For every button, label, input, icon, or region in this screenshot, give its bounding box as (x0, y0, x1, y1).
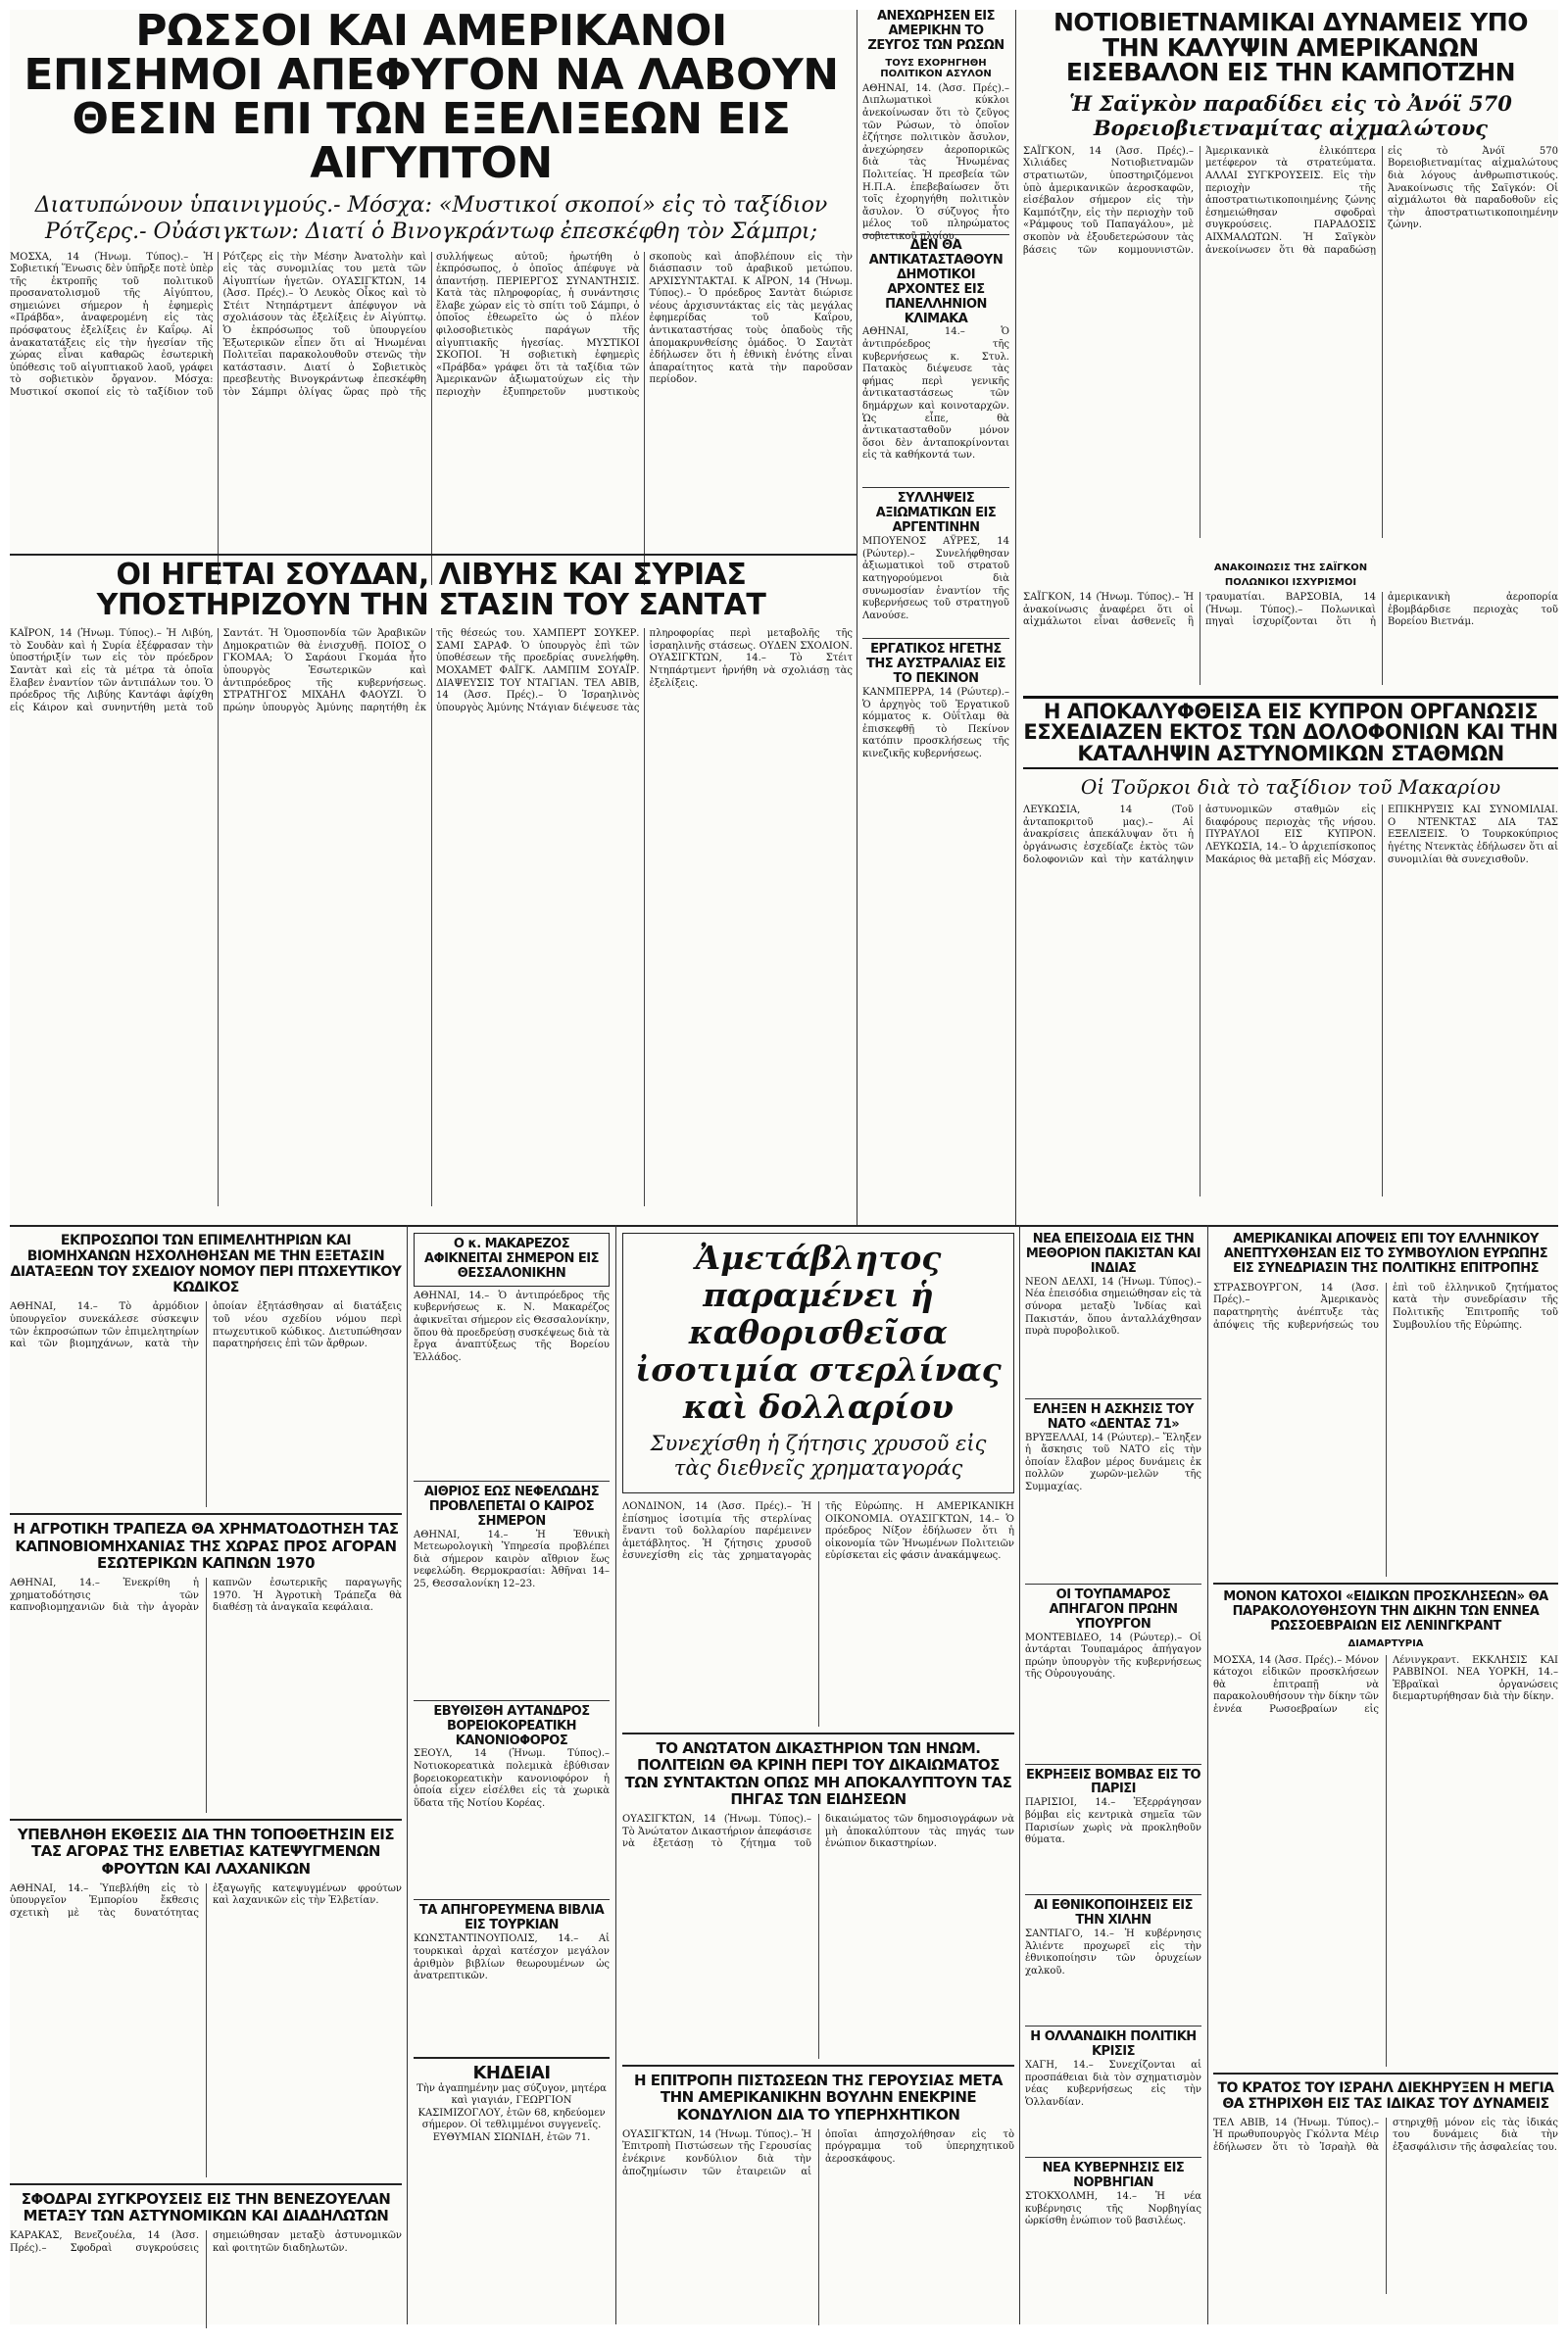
far-right-column (1213, 1233, 1558, 2324)
weather-headline: ΑΙΘΡΙΟΣ ΕΩΣ ΝΕΦΕΛΩΔΗΣ ΠΡΟΒΛΕΠΕΤΑΙ Ο ΚΑΙΡΟΣ ΣΗΜΕΡΟΝ (423, 1484, 600, 1529)
israel-body: ΤΕΛ ΑΒΙΒ, 14 (Ἡνωμ. Τύπος).– Ἡ πρωθυπουργὸς Γκόλντα Μέιρ ἐδήλωσεν ὅτι τὸ Ἰσραὴλ θὰ στηριχθῇ μόνον εἰς τὰς ἰδικάς του δυνάμεις διὰ τὴν ἐξασφάλισιν τῆς ἀσφαλείας του. (1213, 2117, 1558, 2153)
agri-bank-body: ΑΘΗΝΑΙ, 14.– Ἐνεκρίθη ἡ χρηματοδότησις τῶν καπνοβιομηχανιῶν διὰ τὴν ἀγορὰν καπνῶν ἐσωτερικῆς παραγωγῆς 1970. Ἡ Ἀγροτικὴ Τράπεζα θὰ διαθέσῃ τὰ ἀναγκαῖα κεφάλαια. (10, 1578, 402, 1614)
lead-headline: ΡΩΣΣΟΙ ΚΑΙ ΑΜΕΡΙΚΑΝΟΙ ΕΠΙΣΗΜΟΙ ΑΠΕΦΥΓΟΝ ΝΑ ΛΑΒΟΥΝ ΘΕΣΙΝ ΕΠΙ ΤΩΝ ΕΞΕΛΙΞΕΩΝ ΕΙΣ ΑΙΓΥΠΤΟΝ (24, 6, 839, 188)
saigon-notice (1023, 559, 1558, 691)
senate-headline: Η ΕΠΙΤΡΟΠΗ ΠΙΣΤΩΣΕΩΝ ΤΗΣ ΓΕΡΟΥΣΙΑΣ ΜΕΤΑ ΤΗΝ ΑΜΕΡΙΚΑΝΙΚΗΝ ΒΟΥΛΗΝ ΕΝΕΚΡΙΝΕ ΚΟΝΔΥΛΙΟΝ ΔΙΑ ΤΟ ΥΠΕΡΗΧΗΤΙΚΟΝ (634, 2072, 1003, 2124)
makarezos-box (414, 1233, 610, 1287)
uruguay-body: ΜΟΝΤΕΒΙΔΕΟ, 14 (Ρώυτερ).– Οἱ ἀντάρται Τουπαμάρος ἀπήγαγον πρώην ὑπουργὸν τῆς κυβερνήσεως τῆς Οὐρουγουάης. (1025, 1632, 1201, 1681)
argentina-headline: ΣΥΛΛΗΨΕΙΣ ΑΞΙΩΜΑΤΙΚΩΝ ΕΙΣ ΑΡΓΕΝΤΙΝΗΝ (875, 491, 997, 536)
cyprus-headline-box (1023, 696, 1558, 769)
agri-bank-headline: Η ΑΓΡΟΤΙΚΗ ΤΡΑΠΕΖΑ ΘΑ ΧΡΗΜΑΤΟΔΟΤΗΣΗ ΤΑΣ ΚΑΠΝΟΒΙΟΜΗΧΑΝΙΑΣ ΤΗΣ ΧΩΡΑΣ ΠΡΟΣ ΑΓΟΡΑΝ ΕΣΩΤΕΡΙΚΩΝ ΚΑΠΝΩΝ 1970 (13, 1520, 399, 1572)
cyprus-story (1023, 696, 1558, 1225)
tobacco-headline: ΕΚΠΡΟΣΩΠΟΙ ΤΩΝ ΕΠΙΜΕΛΗΤΗΡΙΩΝ ΚΑΙ ΒΙΟΜΗΧΑΝΩΝ ΗΣΧΟΛΗΘΗΣΑΝ ΜΕ ΤΗΝ ΕΞΕΤΑΣΙΝ ΔΙΑΤΑΞΕΩΝ ΤΟΥ ΣΧΕΔΙΟΥ ΝΟΜΟΥ ΠΕΡΙ ΠΤΩΧΕΥΤΙΚΟΥ ΚΩΔΙΚΟΣ (10, 1233, 402, 1296)
venezuela-headline: ΣΦΟΔΡΑΙ ΣΥΓΚΡΟΥΣΕΙΣ ΕΙΣ ΤΗΝ ΒΕΝΕΖΟΥΕΛΑΝ ΜΕΤΑΞΥ ΤΩΝ ΑΣΤΥΝΟΜΙΚΩΝ ΚΑΙ ΔΙΑΔΗΛΩΤΩΝ (21, 2189, 391, 2225)
russian-couple-headline: ΑΝΕΧΩΡΗΣΕΝ ΕΙΣ ΑΜΕΡΙΚΗΝ ΤΟ ΖΕΥΓΟΣ ΤΩΝ ΡΩΣΩΝ (867, 9, 1004, 53)
gunboat-body: ΣΕΟΥΛ, 14 (Ἡνωμ. Τύπος).– Νοτιοκορεατικὰ πολεμικὰ ἐβύθισαν βορειοκορεατικὴν κανονιοφόρον ἡ ὁποία εἶχεν εἰσέλθει εἰς τὰ χωρικὰ ὕδατα τῆς Νοτίου Κορέας. (414, 1748, 610, 1809)
municipal-headline: ΔΕΝ ΘΑ ΑΝΤΙΚΑΤΑΣΤΑΘΟΥΝ ΔΗΜΟΤΙΚΟΙ ΑΡΧΟΝΤΕΣ ΕΙΣ ΠΑΝΕΛΛΗΝΙΟΝ ΚΛΙΜΑΚΑ (868, 237, 1004, 326)
chile-headline: ΑΙ ΕΘΝΙΚΟΠΟΙΗΣΕΙΣ ΕΙΣ ΤΗΝ ΧΙΛΗΝ (1034, 1898, 1193, 1929)
argentina-body: ΜΠΟΥΕΝΟΣ ΑΫΡΕΣ, 14 (Ρώυτερ).– Συνελήφθησαν ἀξιωματικοὶ τοῦ στρατοῦ κατηγορούμενοι διὰ συνωμοσίαν ἐναντίον τῆς κυβερνήσεως τοῦ στρατηγοῦ Λανούσε. (862, 536, 1009, 621)
turkey-books-body: ΚΩΝΣΤΑΝΤΙΝΟΥΠΟΛΙΣ, 14.– Αἱ τουρκικαὶ ἀρχαὶ κατέσχον μεγάλον ἀριθμὸν βιβλίων θεωρουμένων ὡς ἀνατρεπτικῶν. (414, 1933, 610, 1982)
arab-body: ΚΑΪΡΟΝ, 14 (Ἡνωμ. Τύπος).– Ἡ Λιβύη, τὸ Σουδὰν καὶ ἡ Συρία ἐξέφρασαν τὴν ὑποστήριξίν των εἰς τὸν πρόεδρον Σαντὰτ καὶ εἰς τὰ μέτρα τὰ ὁποῖα ἔλαβεν ἐναντίον τῶν ἀντιπάλων του. Ὁ πρόεδρος τῆς Λιβύης Καντάφι ἀφίχθη εἰς Κάιρον καὶ συνηντήθη μετὰ τοῦ Σαντάτ. Ἡ Ὁμοσπονδία τῶν Ἀραβικῶν Δημοκρατιῶν θὰ ἐνισχυθῇ. ΠΟΙΟΣ Ο ΓΚΟΜΑΑ; Ὁ Σαράουι Γκομάα ἦτο ὑπουργὸς Ἐσωτερικῶν καὶ ἀντιπρόεδρος τῆς κυβερνήσεως. ΣΤΡΑΤΗΓΟΣ ΜΙΧΑΗΛ ΦΑΟΥΖΙ. Ὁ πρώην ὑπουργὸς Ἀμύνης παρητήθη ἐκ τῆς θέσεώς του. ΧΑΜΠΕΡΤ ΣΟΥΚΕΡ. ΣΑΜΙ ΣΑΡΑΦ. Ὁ ὑπουργὸς ἐπὶ τῶν ὑποθέσεων τῆς προεδρίας συνελήφθη. ΜΟΧΑΜΕΤ ΦΑΪΓΚ. ΛΑΜΠΙΜ ΣΟΥΑΪΡ. ΔΙΑΨΕΥΣΙΣ ΤΟΥ ΝΤΑΓΙΑΝ. ΤΕΛ ΑΒΙΒ, 14 (Ἀσσ. Πρές).– Ὁ Ἰσραηλινὸς ὑπουργὸς Ἀμύνης Ντάγιαν διέψευσε τὰς πληροφορίας περὶ μεταβολῆς τῆς ἰσραηλινῆς στάσεως. ΟΥΔΕΝ ΣΧΟΛΙΟΝ. ΟΥΑΣΙΓΚΤΩΝ, 14.– Τὸ Στέιτ Ντηπάρτμεντ ἠρνήθη νὰ σχολιάσῃ τὰς ἐξελίξεις. (10, 628, 853, 713)
bombs-headline: ΕΚΡΗΞΕΙΣ ΒΟΜΒΑΣ ΕΙΣ ΤΟ ΠΑΡΙΣΙ (1025, 1767, 1200, 1797)
makarezos-headline: Ο κ. ΜΑΚΑΡΕΖΟΣ ΑΦΙΚΝΕΙΤΑΙ ΣΗΜΕΡΟΝ ΕΙΣ ΘΕΣΣΑΛΟΝΙΚΗΝ (423, 1237, 600, 1281)
swiss-headline: ΥΠΕΒΛΗΘΗ ΕΚΘΕΣΙΣ ΔΙΑ ΤΗΝ ΤΟΠΟΘΕΤΗΣΙΝ ΕΙΣ ΤΑΣ ΑΓΟΡΑΣ ΤΗΣ ΕΛΒΕΤΙΑΣ ΚΑΤΕΨΥΓΜΕΝΩΝ ΦΡΟΥΤΩΝ ΚΑΙ ΛΑΧΑΝΙΚΩΝ (17, 1826, 395, 1878)
vietnam-subhead: Ἡ Σαϊγκὸν παραδίδει εἰς τὸ Ἀνόϊ 570 Βορειοβιετναμίτας αἰχμαλώτους (1069, 90, 1512, 140)
court-body: ΟΥΑΣΙΓΚΤΩΝ, 14 (Ἡνωμ. Τύπος).– Τὸ Ἀνώτατον Δικαστήριον ἀπεφάσισε νὰ ἐξετάσῃ τὸ ζήτημα τοῦ δικαιώματος τῶν δημοσιογράφων νὰ μὴ ἀποκαλύπτουν τὰς πηγάς των ἐνώπιον δικαστηρίων. (622, 1814, 1014, 1850)
russian-couple-body: ΑΘΗΝΑΙ, 14. (Ἀσσ. Πρές).– Διπλωματικοὶ κύκλοι ἀνεκοίνωσαν ὅτι τὸ ζεῦγος τῶν Ρώσων, τὸ ὁποῖον ἐζήτησε πολιτικὸν ἄσυλον, ἀνεχώρησεν ἀεροπορικῶς διὰ τὰς Ἡνωμένας Πολιτείας. Ἡ πρεσβεία τῶν Η.Π.Α. ἐπεβεβαίωσεν ὅτι τοῖς ἐχορηγήθη πολιτικὸν ἄσυλον. Ὁ σύζυγος ἦτο μέλος τοῦ πληρώματος σοβιετικοῦ πλοίου. (862, 82, 1009, 242)
newspaper-page (10, 6, 1558, 2324)
arab-leaders-story (10, 558, 853, 1222)
beijing-body: ΚΑΝΜΠΕΡΡΑ, 14 (Ρώυτερ).– Ὁ ἀρχηγὸς τοῦ Ἐργατικοῦ κόμματος κ. Οὐΐτλαμ θὰ ἐπισκεφθῇ τὸ Πεκίνον κατόπιν προσκλήσεως τῆς κινεζικῆς κυβερνήσεως. (862, 687, 1009, 760)
dutch-body: ΧΑΓΗ, 14.– Συνεχίζονται αἱ προσπάθειαι διὰ τὸν σχηματισμὸν νέας κυβερνήσεως εἰς τὴν Ὁλλανδίαν. (1025, 2060, 1201, 2108)
saigon-notice-label: ΑΝΑΚΟΙΝΩΣΙΣ ΤΗΣ ΣΑΪΓΚΟΝ (1213, 562, 1368, 573)
russian-couple-story (862, 9, 1009, 760)
weather-body: ΑΘΗΝΑΙ, 14.– Ἡ Ἐθνικὴ Μετεωρολογικὴ Ὑπηρεσία προβλέπει διὰ σήμερον καιρὸν αἴθριον ἕως νεφελώδη. Θερμοκρασίαι: Ἀθῆναι 14–25, Θεσσαλονίκη 12–23. (414, 1529, 610, 1589)
court-headline: ΤΟ ΑΝΩΤΑΤΟΝ ΔΙΚΑΣΤΗΡΙΟΝ ΤΩΝ ΗΝΩΜ. ΠΟΛΙΤΕΙΩΝ ΘΑ ΚΡΙΝΗ ΠΕΡΙ ΤΟΥ ΔΙΚΑΙΩΜΑΤΟΣ ΤΩΝ ΣΥΝΤΑΚΤΩΝ ΟΠΩΣ ΜΗ ΑΠΟΚΑΛΥΠΤΟΥΝ ΤΑΣ ΠΗΓΑΣ ΤΩΝ ΕΙΔΗΣΕΩΝ (624, 1739, 1012, 1808)
russian-couple-subhead: ΤΟΥΣ ΕΧΟΡΗΓΗΘΗ ΠΟΛΙΤΙΚΟΝ ΑΣΥΛΟΝ (880, 57, 992, 79)
europe-council-headline: ΑΜΕΡΙΚΑΝΙΚΑΙ ΑΠΟΨΕΙΣ ΕΠΙ ΤΟΥ ΕΛΛΗΝΙΚΟΥ ΑΝΕΠΤΥΧΘΗΣΑΝ ΕΙΣ ΤΟ ΣΥΜΒΟΥΛΙΟΝ ΕΥΡΩΠΗΣ ΕΙΣ ΣΥΝΕΔΡΙΑΣΙΝ ΤΗΣ ΠΟΛΙΤΙΚΗΣ ΕΠΙΤΡΟΠΗΣ (1223, 1232, 1548, 1276)
bombs-body: ΠΑΡΙΣΙΟΙ, 14.– Ἐξερράγησαν βόμβαι εἰς κεντρικὰ σημεῖα τῶν Παρισίων χωρὶς νὰ προκληθοῦν θύματα. (1025, 1797, 1201, 1846)
beijing-headline: ΕΡΓΑΤΙΚΟΣ ΗΓΕΤΗΣ ΤΗΣ ΑΥΣΤΡΑΛΙΑΣ ΕΙΣ ΤΟ ΠΕΚΙΝΟΝ (866, 642, 1005, 687)
europe-council-body: ΣΤΡΑΣΒΟΥΡΓΟΝ, 14 (Ἀσσ. Πρές).– Ἀμερικανὸς παρατηρητὴς ἀνέπτυξε τὰς ἀπόψεις τῆς κυβερνήσεώς του ἐπὶ τοῦ ἑλληνικοῦ ζητήματος κατὰ τὴν συνεδρίασιν τῆς Πολιτικῆς Ἐπιτροπῆς τοῦ Συμβουλίου τῆς Εὐρώπης. (1213, 1282, 1558, 1331)
protest-label: ΔΙΑΜΑΡΤΥΡΙΑ (1348, 1637, 1424, 1649)
vietnam-story (1023, 10, 1558, 554)
left-lower-column (10, 1233, 402, 2324)
norway-headline: ΝΕΑ ΚΥΒΕΡΝΗΣΙΣ ΕΙΣ ΝΟΡΒΗΓΙΑΝ (1042, 2161, 1185, 2191)
lead-subhead: Διατυπώνουν ὑπαινιγμούς.- Μόσχα: «Μυστικοί σκοποί» εἰς τὸ ταξίδιον Ρότζερς.- Οὐάσιγκτων: Διατί ὁ Βινογκράντωφ ἐπεσκέφθη τὸν Σάμπρι; (34, 192, 828, 244)
vietnam-headline: ΝΟΤΙΟΒΙΕΤΝΑΜΙΚΑΙ ΔΥΝΑΜΕΙΣ ΥΠΟ ΤΗΝ ΚΑΛΥΨΙΝ ΑΜΕΡΙΚΑΝΩΝ ΕΙΣΕΒΑΛΟΝ ΕΙΣ ΤΗΝ ΚΑΜΠΟΤΖΗΝ (1054, 8, 1528, 86)
nato-body: ΒΡΥΞΕΛΛΑΙ, 14 (Ρώυτερ).– Ἔληξεν ἡ ἄσκησις τοῦ ΝΑΤΟ εἰς τὴν ὁποίαν ἔλαβον μέρος δυνάμεις ἐκ πολλῶν χωρῶν-μελῶν τῆς Συμμαχίας. (1025, 1432, 1201, 1493)
municipal-body: ΑΘΗΝΑΙ, 14.– Ὁ ἀντιπρόεδρος τῆς κυβερνήσεως κ. Στυλ. Πατακὸς διέψευσε τὰς φήμας περὶ γενικῆς ἀντικαταστάσεως τῶν δημάρχων καὶ κοινοταρχῶν. Ὡς εἶπε, θὰ ἀντικατασταθοῦν μόνον ὅσοι δὲν ἀνταποκρίνονται εἰς τὰ καθήκοντά των. (862, 326, 1009, 462)
chile-body: ΣΑΝΤΙΑΓΟ, 14.– Ἡ κυβέρνησις Ἀλιέντε προχωρεῖ εἰς τὴν ἐθνικοποίησιν τῶν ὀρυχείων χαλκοῦ. (1025, 1929, 1201, 1978)
norway-body: ΣΤΟΚΧΟΛΜΗ, 14.– Ἡ νέα κυβέρνησις τῆς Νορβηγίας ὡρκίσθη ἐνώπιον τοῦ βασιλέως. (1025, 2191, 1201, 2227)
lead-body: ΜΟΣΧΑ, 14 (Ἡνωμ. Τύπος).– Ἡ Σοβιετική Ἕνωσις δὲν ὑπῆρξε ποτὲ ὑπὲρ τῆς ἐκτροπῆς τοῦ πολιτικοῦ προσανατολισμοῦ τῆς Αἰγύπτου, σημειώνει σήμερον ἡ ἐφημερὶς «Πράβδα», ἀναφερομένη εἰς τὰς πρόσφατους ἐξελίξεις ἐν Καΐρῳ. Αἱ ἀνακατατάξεις εἰς τὴν ἡγεσίαν τῆς χώρας εἶναι καθαρῶς ἐσωτερικὴ ὑπόθεσις τοῦ αἰγυπτιακοῦ λαοῦ, γράφει τὸ σοβιετικὸν ὄργανον. Μόσχα: Μυστικοί σκοποί εἰς τὸ ταξίδιον τοῦ Ρότζερς εἰς τὴν Μέσην Ἀνατολὴν καὶ εἰς τὰς συνομιλίας του μετὰ τῶν Αἰγυπτίων ἡγετῶν. ΟΥΑΣΙΓΚΤΩΝ, 14 (Ἀσσ. Πρές).– Ὁ Λευκὸς Οἶκος καὶ τὸ Στέιτ Ντηπάρτμεντ ἀπέφυγον νὰ σχολιάσουν τὰς ἐξελίξεις ἐν Αἰγύπτῳ. Ὁ ἐκπρόσωπος τοῦ ὑπουργείου Ἐξωτερικῶν εἶπεν ὅτι αἱ Ἡνωμέναι Πολιτεῖαι παρακολουθοῦν στενῶς τὴν κατάστασιν. Διατί ὁ Σοβιετικὸς πρεσβευτὴς Βινογκράντωφ ἐπεσκέφθη τὸν Σάμπρι ὀλίγας ὥρας πρὸ τῆς συλλήψεως αὐτοῦ; ἠρωτήθη ὁ ἐκπρόσωπος, ὁ ὁποῖος ἀπέφυγε νὰ ἀπαντήσῃ. ΠΕΡΙΕΡΓΟΣ ΣΥΝΑΝΤΗΣΙΣ. Κατὰ τὰς πληροφορίας, ἡ συνάντησις ἔλαβε χώραν εἰς τὸ σπίτι τοῦ Σάμπρι, ὁ ὁποῖος ἐθεωρεῖτο ὡς ὁ πλέον φιλοσοβιετικὸς παράγων τῆς αἰγυπτιακῆς ἡγεσίας. ΜΥΣΤΙΚΟΙ ΣΚΟΠΟΙ. Ἡ σοβιετικὴ ἐφημερὶς «Πράβδα» γράφει ὅτι τὰ ταξίδια τῶν Ἀμερικανῶν ἀξιωματούχων εἰς τὴν περιοχὴν ἐξυπηρετοῦν μυστικοὺς σκοποὺς καὶ ἀποβλέπουν εἰς τὴν διάσπασιν τοῦ ἀραβικοῦ μετώπου. ΑΡΧΙΣΥΝΤΑΚΤΑΙ. Κ ΑΪΡΟΝ, 14 (Ἡνωμ. Τύπος).– Ὁ πρόεδρος Σαντὰτ διώρισε νέους ἀρχισυντάκτας εἰς τὰς μεγάλας ἐφημερίδας τοῦ Καΐρου, ἀντικαταστήσας τοὺς ὀπαδοὺς τῆς ἀπομακρυνθείσης ὁμάδος. Ὁ Σαντὰτ ἐδήλωσεν ὅτι ἡ ἐθνικὴ ἑνότης εἶναι ἀπαραίτητος κατὰ τὴν παροῦσαν περίοδον. (10, 251, 853, 399)
sterling-headline: Ἀμετάβλητος παραμένει ἡ καθορισθεῖσα ἰσοτιμία στερλίνας καὶ δολλαρίου (635, 1239, 1002, 1426)
lead-story (10, 6, 853, 554)
cyprus-subhead: Οἱ Τοῦρκοι διὰ τὸ ταξίδιον τοῦ Μακαρίου (1080, 775, 1501, 800)
makarezos-body: ΑΘΗΝΑΙ, 14.– Ὁ ἀντιπρόεδρος τῆς κυβερνήσεως κ. Ν. Μακαρέζος ἀφικνεῖται σήμερον εἰς Θεσσαλονίκην, ὅπου θὰ προεδρεύσῃ συσκέψεως διὰ τὰ ἔργα ἀναπτύξεως τῆς Βορείου Ἑλλάδος. (414, 1290, 610, 1363)
sterling-subhead: Συνεχίσθη ἡ ζήτησις χρυσοῦ εἰς τὰς διεθνεῖς χρηματαγοράς (650, 1431, 987, 1480)
funeral-headline: ΚΗΔΕΙΑΙ (472, 2063, 551, 2084)
vietnam-body: ΣΑΪΓΚΟΝ, 14 (Ἀσσ. Πρές).– Χιλιάδες Νοτιοβιετναμῶν στρατιωτῶν, ὑποστηριζόμενοι ὑπὸ ἀμερικανικῶν ἀεροσκαφῶν, εἰσέβαλον σήμερον εἰς τὴν Καμπότζην, εἰς τὴν περιοχὴν τοῦ «Ράμφους τοῦ Παπαγάλου», μὲ σκοπὸν νὰ ἐξουδετερώσουν τὰς βάσεις τῶν κομμουνιστῶν. Ἀμερικανικὰ ἐλικόπτερα μετέφερον τὰ στρατεύματα. ΑΛΛΑΙ ΣΥΓΚΡΟΥΣΕΙΣ. Εἰς τὴν περιοχὴν τῆς ἀποστρατιωτικοποιημένης ζώνης ἐσημειώθησαν σφοδραὶ συγκρούσεις. ΠΑΡΑΔΟΣΙΣ ΑΙΧΜΑΛΩΤΩΝ. Ἡ Σαϊγκὸν ἀνεκοίνωσεν ὅτι θὰ παραδώσῃ εἰς τὸ Ἀνόϊ 570 Βορειοβιετναμίτας αἰχμαλώτους διὰ λόγους ἀνθρωπιστικούς. Ἀνακοίνωσις τῆς Σαϊγκόν: Οἱ αἰχμάλωτοι θὰ παραδοθοῦν εἰς τὴν ἀποστρατιωτικοποιημένην ζώνην. (1023, 145, 1558, 256)
middle-left-column (414, 1233, 610, 2324)
sterling-body: ΛΟΝΔΙΝΟΝ, 14 (Ἀσσ. Πρές).– Ἡ ἐπίσημος ἰσοτιμία τῆς στερλίνας ἔναντι τοῦ δολλαρίου παρέμεινεν ἀμετάβλητος. Ἡ ζήτησις χρυσοῦ ἐσυνεχίσθη εἰς τὰς χρηματαγορὰς τῆς Εὐρώπης. Η ΑΜΕΡΙΚΑΝΙΚΗ ΟΙΚΟΝΟΜΙΑ. ΟΥΑΣΙΓΚΤΩΝ, 14.– Ὁ πρόεδρος Νίξον ἐδήλωσεν ὅτι ἡ οἰκονομία τῶν Ἡνωμένων Πολιτειῶν εὑρίσκεται εἰς φάσιν ἀνακάμψεως. (622, 1501, 1014, 1562)
funeral-body: Τὴν ἀγαπημένην μας σύζυγον, μητέρα καὶ γιαγιάν, ΓΕΩΡΓΙΟΝ ΚΑΣΙΜΙΖΟΓΛΟΥ, ἐτῶν 68, κηδεύομεν σήμερον. Οἱ τεθλιμμένοι συγγενεῖς. ΕΥΘΥΜΙΑΝ ΣΙΩΝΙΔΗ, ἐτῶν 71. (416, 2082, 607, 2144)
india-body: ΝΕΟΝ ΔΕΛΧΙ, 14 (Ἡνωμ. Τύπος).– Νέα ἐπεισόδια σημειώθησαν εἰς τὰ σύνορα μεταξὺ Ἰνδίας καὶ Πακιστάν, ὅπου ἀνταλλάχθησαν πυρὰ πυροβολικοῦ. (1025, 1276, 1201, 1338)
uruguay-headline: ΟΙ ΤΟΥΠΑΜΑΡΟΣ ΑΠΗΓΑΓΟΝ ΠΡΩΗΝ ΥΠΟΥΡΓΟΝ (1049, 1587, 1178, 1632)
tobacco-body: ΑΘΗΝΑΙ, 14.– Τὸ ἀρμόδιον ὑπουργεῖον συνεκάλεσε σύσκεψιν τῶν ἐκπροσώπων τῶν ἐπιμελητηρίων καὶ τῶν βιομηχάνων, κατὰ τὴν ὁποίαν ἐξητάσθησαν αἱ διατάξεις τοῦ νέου σχεδίου νόμου περὶ πτωχευτικοῦ κώδικος. Διετυπώθησαν παρατηρήσεις ἐπὶ τῶν ἄρθρων. (10, 1301, 402, 1350)
leningrad-body: ΜΟΣΧΑ, 14 (Ἀσσ. Πρές).– Μόνον κάτοχοι εἰδικῶν προσκλήσεων θὰ ἐπιτραπῇ νὰ παρακολουθήσουν τὴν δίκην τῶν ἐννέα Ρωσοεβραίων εἰς Λένινγκραντ. ΕΚΚΛΗΣΙΣ ΚΑΙ ΡΑΒΒΙΝΟΙ. ΝΕΑ ΥΟΡΚΗ, 14.– Ἑβραϊκαὶ ὀργανώσεις διεμαρτυρήθησαν διὰ τὴν δίκην. (1213, 1654, 1558, 1715)
turkey-books-headline: ΤΑ ΑΠΗΓΟΡΕΥΜΕΝΑ ΒΙΒΛΙΑ ΕΙΣ ΤΟΥΡΚΙΑΝ (418, 1903, 605, 1933)
cyprus-headline: Η ΑΠΟΚΑΛΥΦΘΕΙΣΑ ΕΙΣ ΚΥΠΡΟΝ ΟΡΓΑΝΩΣΙΣ ΕΣΧΕΔΙΑΖΕΝ ΕΚΤΟΣ ΤΩΝ ΔΟΛΟΦΟΝΙΩΝ ΚΑΙ ΤΗΝ ΚΑΤΑΛΗΨΙΝ ΑΣΤΥΝΟΜΙΚΩΝ ΣΤΑΘΜΩΝ (1023, 700, 1558, 765)
leningrad-headline: ΜΟΝΟΝ ΚΑΤΟΧΟΙ «ΕΙΔΙΚΩΝ ΠΡΟΣΚΛΗΣΕΩΝ» ΘΑ ΠΑΡΑΚΟΛΟΥΘΗΣΟΥΝ ΤΗΝ ΔΙΚΗΝ ΤΩΝ ΕΝΝΕΑ ΡΩΣΣΟΕΒΡΑΙΩΝ ΕΙΣ ΛΕΝΙΝΓΚΡΑΝΤ (1223, 1588, 1548, 1634)
senate-body: ΟΥΑΣΙΓΚΤΩΝ, 14 (Ἡνωμ. Τύπος).– Ἡ Ἐπιτροπὴ Πιστώσεων τῆς Γερουσίας ἐνέκρινε κονδύλιον διὰ τὴν ἀποζημίωσιν τῶν ἐταιρειῶν αἱ ὁποῖαι ἀπησχολήθησαν εἰς τὸ πρόγραμμα τοῦ ὑπερηχητικοῦ ἀεροσκάφους. (622, 2128, 1014, 2177)
swiss-body: ΑΘΗΝΑΙ, 14.– Ὑπεβλήθη εἰς τὸ ὑπουργεῖον Ἐμπορίου ἔκθεσις σχετικὴ μὲ τὰς δυνατότητας ἐξαγωγῆς κατεψυγμένων φρούτων καὶ λαχανικῶν εἰς τὴν Ἑλβετίαν. (10, 1882, 402, 1920)
sterling-box (622, 1233, 1014, 1493)
israel-headline: ΤΟ ΚΡΑΤΟΣ ΤΟΥ ΙΣΡΑΗΛ ΔΙΕΚΗΡΥΞΕΝ Η ΜΕΓΙΑ ΘΑ ΣΤΗΡΙΧΘΗ ΕΙΣ ΤΑΣ ΙΔΙΚΑΣ ΤΟΥ ΔΥΝΑΜΕΙΣ (1217, 2079, 1554, 2112)
venezuela-body: ΚΑΡΑΚΑΣ, Βενεζουέλα, 14 (Ἀσσ. Πρές).– Σφοδραὶ συγκρούσεις σημειώθησαν μεταξὺ ἀστυνομικῶν καὶ φοιτητῶν διαδηλωτῶν. (10, 2230, 402, 2254)
nato-headline: ΕΛΗΞΕΝ Η ΑΣΚΗΣΙΣ ΤΟΥ ΝΑΤΟ «ΔΕΝΤΑΣ 71» (1032, 1401, 1195, 1432)
polish-claims-label: ΠΟΛΩΝΙΚΟΙ ΙΣΧΥΡΙΣΜΟΙ (1224, 577, 1357, 588)
india-headline: ΝΕΑ ΕΠΕΙΣΟΔΙΑ ΕΙΣ ΤΗΝ ΜΕΘΟΡΙΟΝ ΠΑΚΙΣΤΑΝ ΚΑΙ ΙΝΔΙΑΣ (1025, 1232, 1201, 1276)
cyprus-body: ΛΕΥΚΩΣΙΑ, 14 (Τοῦ ἀνταποκριτοῦ μας).– Αἱ ἀνακρίσεις ἀπεκάλυψαν ὅτι ἡ ὀργάνωσις ἐσχεδίαζε ἐκτὸς τῶν δολοφονιῶν καὶ τὴν κατάληψιν ἀστυνομικῶν σταθμῶν εἰς διαφόρους περιοχὰς τῆς νήσου. ΠΥΡΑΥΛΟΙ ΕΙΣ ΚΥΠΡΟΝ. ΛΕΥΚΩΣΙΑ, 14.– Ὁ ἀρχιεπίσκοπος Μακάριος θὰ μεταβῇ εἰς Μόσχαν. ΕΠΙΚΗΡΥΞΙΣ ΚΑΙ ΣΥΝΟΜΙΛΙΑΙ. Ο ΝΤΕΝΚΤΑΣ ΔΙΑ ΤΑΣ ΕΞΕΛΙΞΕΙΣ. Ὁ Τουρκοκύπριος ἡγέτης Ντενκτὰς ἐδήλωσεν ὅτι αἱ συνομιλίαι θὰ συνεχισθοῦν. (1023, 805, 1558, 865)
right-narrow-column (1025, 1233, 1201, 2324)
gunboat-headline: ΕΒΥΘΙΣΘΗ ΑΥΤΑΝΔΡΟΣ ΒΟΡΕΙΟΚΟΡΕΑΤΙΚΗ ΚΑΝΟΝΙΟΦΟΡΟΣ (433, 1703, 590, 1748)
center-column (622, 1233, 1014, 2324)
dutch-headline: Η ΟΛΛΑΝΔΙΚΗ ΠΟΛΙΤΙΚΗ ΚΡΙΣΙΣ (1030, 2029, 1197, 2060)
saigon-notice-body: ΣΑΪΓΚΟΝ, 14 (Ἡνωμ. Τύπος).– Ἡ ἀνακοίνωσις ἀναφέρει ὅτι οἱ αἰχμάλωτοι εἶναι ἀσθενεῖς ἢ τραυματίαι. ΒΑΡΣΟΒΙΑ, 14 (Ἡνωμ. Τύπος).– Πολωνικαὶ πηγαὶ ἰσχυρίζονται ὅτι ἡ ἀμερικανικὴ ἀεροπορία ἐβομβάρδισε περιοχὰς τοῦ Βορείου Βιετνάμ. (1023, 592, 1558, 628)
arab-headline: ΟΙ ΗΓΕΤΑΙ ΣΟΥΔΑΝ, ΛΙΒΥΗΣ ΚΑΙ ΣΥΡΙΑΣ ΥΠΟΣΤΗΡΙΖΟΥΝ ΤΗΝ ΣΤΑΣΙΝ ΤΟΥ ΣΑΝΤΑΤ (96, 558, 766, 622)
